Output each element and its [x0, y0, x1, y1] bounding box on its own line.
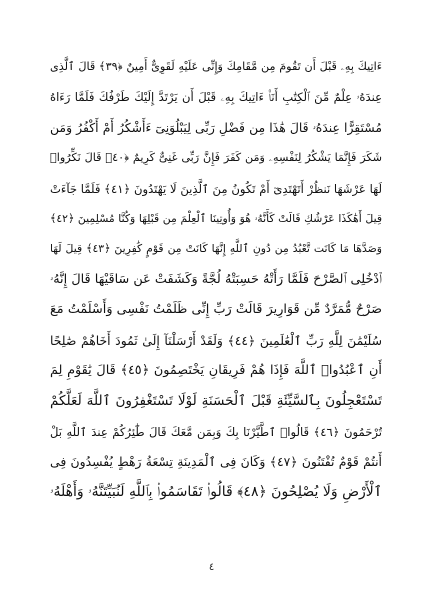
text-line-4: شَكَرَ فَإِنَّمَا يَشْكُرُ لِنَفْسِهِۦ وَمَن كَفَرَ فَإِنَّ رَبِّى غَنِىٌّ كَرِيمٌ ﴿٤٠﴾ قَالَ نَكِّرُوا۟	[50, 151, 382, 165]
text-line-11: أَنِ ٱعْبُدُوا۟ ٱللَّهَ فَإِذَا هُمْ فَرِيقَانِ يَخْتَصِمُونَ ﴿٤٥﴾ قَالَ يَٰقَوْمِ لِمَ	[50, 362, 382, 378]
text-line-1: ءَاتِيكَ بِهِۦ قَبْلَ أَن تَقُومَ مِن مَّقَامِكَ وَإِنِّى عَلَيْهِ لَقَوِىٌّ أَمِينٌ ﴿٣٩﴾ قَالَ ٱلَّذِى	[50, 60, 382, 73]
page-number: ٤	[208, 562, 215, 573]
text-line-8: ٱدْخُلِى ٱلصَّرْحَ فَلَمَّا رَأَتْهُ حَسِبَتْهُ لُجَّةً وَكَشَفَتْ عَن سَاقَيْهَا قَالَ إِنَّهُۥ	[50, 271, 382, 287]
text-line-9: صَرْحٌ مُّمَرَّدٌ مِّن قَوَارِيرَ قَالَتْ رَبِّ إِنِّى ظَلَمْتُ نَفْسِى وَأَسْلَمْتُ مَعَ	[50, 302, 382, 318]
text-line-15: ٱلْأَرْضِ وَلَا يُصْلِحُونَ ﴿٤٨﴾ قَالُوا۟ تَقَاسَمُوا۟ بِٱللَّهِ لَنُبَيِّتَنَّهُۥ وَأَهْلَهُۥ	[50, 484, 382, 501]
text-line-2: عِندَهُۥ عِلْمٌ مِّنَ ٱلْكِتَٰبِ أَنَا۠ ءَاتِيكَ بِهِۦ قَبْلَ أَن يَرْتَدَّ إِلَيْكَ طَرْفُكَ فَلَمَّا رَءَاهُ	[50, 90, 382, 105]
verse-text-block	[50, 52, 382, 508]
text-line-7: وَصَدَّهَا مَا كَانَت تَّعْبُدُ مِن دُونِ ٱللَّهِ إِنَّهَا كَانَتْ مِن قَوْمٍ كَٰفِرِينَ ﴿٤٣﴾ قِيلَ لَهَا	[50, 242, 382, 256]
text-line-5: لَهَا عَرْشَهَا نَنظُرْ أَتَهْتَدِىٓ أَمْ تَكُونُ مِنَ ٱلَّذِينَ لَا يَهْتَدُونَ ﴿٤١﴾ فَلَمَّا جَآءَتْ	[50, 181, 382, 196]
text-line-14: أَنتُمْ قَوْمٌ تُفْتَنُونَ ﴿٤٧﴾ وَكَانَ فِى ٱلْمَدِينَةِ تِسْعَةُ رَهْطٍ يُفْسِدُونَ فِى	[50, 454, 382, 470]
text-line-6: قِيلَ أَهَٰكَذَا عَرْشُكِ قَالَتْ كَأَنَّهُۥ هُوَ وَأُوتِينَا ٱلْعِلْمَ مِن قَبْلِهَا وَكُنَّا مُسْلِمِينَ ﴿٤٢﴾	[50, 211, 382, 225]
text-line-10: سُلَيْمَٰنَ لِلَّهِ رَبِّ ٱلْعَٰلَمِينَ ﴿٤٤﴾ وَلَقَدْ أَرْسَلْنَآ إِلَىٰ ثَمُودَ أَخَاهُمْ صَٰلِحًا	[50, 332, 382, 348]
text-line-12: تَسْتَعْجِلُونَ بِٱلسَّيِّئَةِ قَبْلَ ٱلْحَسَنَةِ لَوْلَا تَسْتَغْفِرُونَ ٱللَّهَ لَعَلَّكُمْ	[50, 393, 382, 410]
text-line-3: مُسْتَقِرًّا عِندَهُۥ قَالَ هَٰذَا مِن فَضْلِ رَبِّى لِيَبْلُوَنِىٓ ءَأَشْكُرُ أَمْ أَكْفُرُ وَمَن	[50, 119, 382, 135]
text-line-13: تُرْحَمُونَ ﴿٤٦﴾ قَالُوا۟ ٱطَّيَّرْنَا بِكَ وَبِمَن مَّعَكَ قَالَ طَٰٓئِرُكُمْ عِندَ ٱللَّهِ بَلْ	[50, 424, 382, 439]
